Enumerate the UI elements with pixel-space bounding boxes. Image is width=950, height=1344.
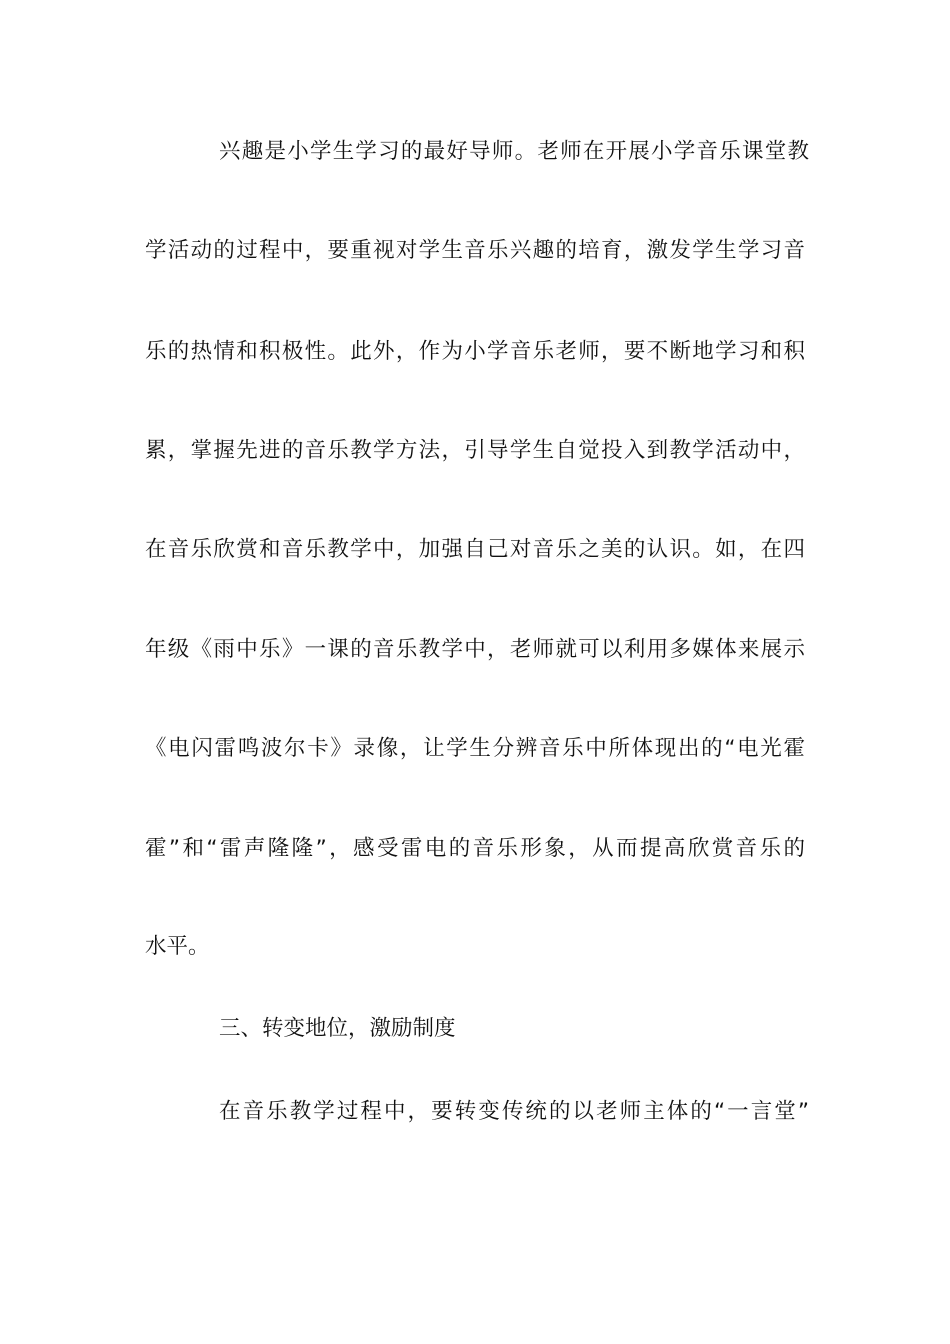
section-heading: 三、转变地位，激励制度 bbox=[219, 1016, 456, 1041]
next-paragraph-line: 在音乐教学过程中，要转变传统的以老师主体的“一言堂” bbox=[219, 1099, 809, 1124]
paragraph-line-8: 霍”和“雷声隆隆”，感受雷电的音乐形象，从而提高欣赏音乐的 bbox=[145, 836, 805, 861]
paragraph-line-3: 乐的热情和积极性。此外，作为小学音乐老师，要不断地学习和积 bbox=[145, 339, 805, 364]
paragraph-line-5: 在音乐欣赏和音乐教学中，加强自己对音乐之美的认识。如，在四 bbox=[145, 537, 805, 562]
paragraph-line-4: 累，掌握先进的音乐教学方法，引导学生自觉投入到教学活动中， bbox=[145, 438, 805, 463]
paragraph-line-7: 《电闪雷鸣波尔卡》录像，让学生分辨音乐中所体现出的“电光霍 bbox=[145, 736, 805, 761]
paragraph-line-2: 学活动的过程中，要重视对学生音乐兴趣的培育，激发学生学习音 bbox=[145, 238, 805, 263]
paragraph-line-9: 水平。 bbox=[145, 934, 210, 959]
paragraph-line-1: 兴趣是小学生学习的最好导师。老师在开展小学音乐课堂教 bbox=[219, 139, 809, 164]
paragraph-line-6: 年级《雨中乐》一课的音乐教学中，老师就可以利用多媒体来展示 bbox=[145, 637, 805, 662]
